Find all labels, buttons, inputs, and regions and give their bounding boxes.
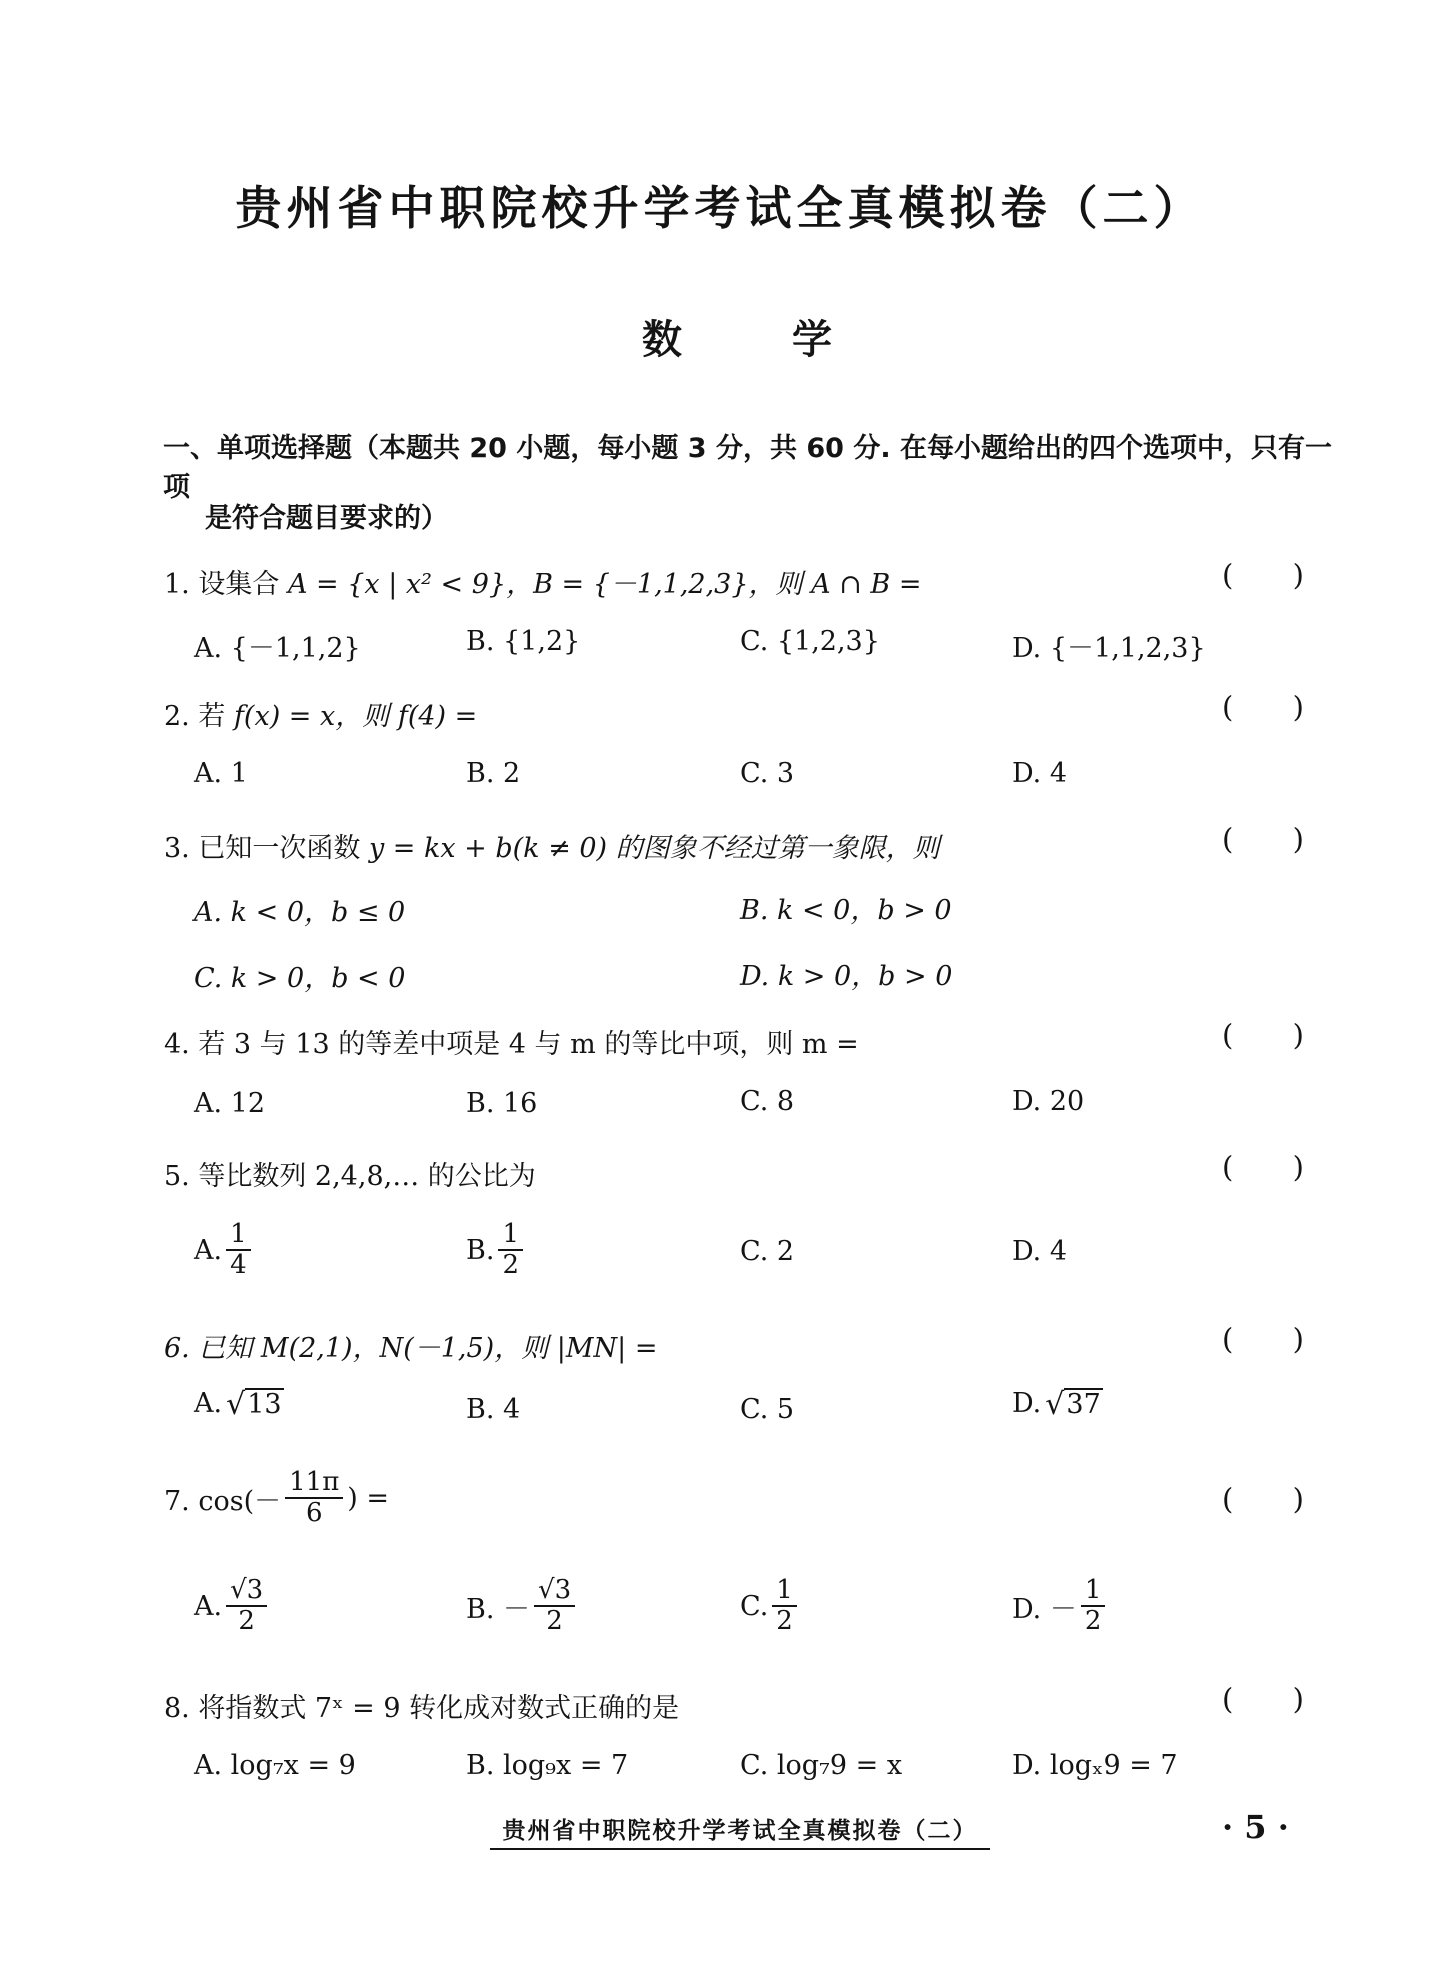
fraction <box>285 1468 343 1528</box>
fraction-numerator: 1 <box>226 1220 251 1251</box>
answer-blank-7[interactable] <box>1222 1482 1304 1516</box>
question-1-math: A = {x | x² < 9}，B = {－1,1,2,3}，则 A ∩ B = <box>287 569 922 600</box>
paren-close: ) <box>1292 1682 1304 1716</box>
fraction <box>226 1576 267 1636</box>
paren-open: ( <box>1222 1682 1234 1716</box>
option-label: B. － <box>466 1593 531 1625</box>
question-7-prefix: 7. cos(－ <box>164 1485 282 1517</box>
question-4-stem: 4. 若 3 与 13 的等差中项是 4 与 m 的等比中项，则 m = <box>164 1029 859 1060</box>
question-4-option-c: C. 8 <box>740 1086 795 1117</box>
paren-open: ( <box>1222 1322 1234 1356</box>
answer-blank-1[interactable] <box>1222 558 1304 592</box>
paren-close: ) <box>1292 558 1304 592</box>
question-4-option-d: D. 20 <box>1012 1086 1085 1117</box>
fraction-denominator: 2 <box>776 1606 793 1637</box>
paren-close: ) <box>1292 1150 1304 1184</box>
option-label: A. <box>194 1388 223 1420</box>
radicand: 13 <box>247 1389 282 1420</box>
section-heading-line2: 是符合题目要求的） <box>205 503 448 534</box>
question-1-option-d: D. {－1,1,2,3} <box>1012 633 1206 664</box>
paren-close: ) <box>1292 690 1304 724</box>
question-3-option-d: D. k > 0，b > 0 <box>740 961 953 992</box>
fraction-denominator: 2 <box>1084 1606 1102 1637</box>
question-7-option-a <box>194 1576 271 1636</box>
question-8-option-a: A. log₇x = 9 <box>194 1750 356 1781</box>
question-7-option-b <box>466 1576 579 1636</box>
fraction-numerator: 1 <box>498 1220 523 1251</box>
radical-sign-icon: √ <box>1045 1386 1065 1422</box>
question-8-option-c: C. log₇9 = x <box>740 1750 903 1781</box>
option-label: C. <box>740 1590 769 1622</box>
question-1-prefix: 1. 设集合 <box>164 569 280 600</box>
question-2-math: f(x) = x，则 f(4) = <box>233 701 478 732</box>
square-root <box>1045 1388 1102 1420</box>
question-7-option-c <box>740 1576 801 1636</box>
question-1-option-a: A. {－1,1,2} <box>194 633 361 664</box>
fraction <box>772 1576 797 1636</box>
footer-underline <box>490 1848 990 1850</box>
fraction-numerator: √3 <box>534 1576 575 1607</box>
question-6-option-d <box>1012 1388 1103 1420</box>
question-3-option-c: C. k > 0，b < 0 <box>194 963 406 994</box>
paren-open: ( <box>1222 1018 1234 1052</box>
question-3-prefix: 3. 已知一次函数 <box>164 833 361 864</box>
radicand: 3 <box>246 1575 264 1605</box>
question-3-stem <box>164 826 940 865</box>
fraction-numerator: 1 <box>1081 1576 1106 1607</box>
question-2-option-c: C. 3 <box>740 758 795 789</box>
option-label: A. <box>194 1234 223 1266</box>
exam-title: 贵州省中职院校升学考试全真模拟卷（二） <box>235 181 1205 235</box>
question-5-option-d: D. 4 <box>1012 1236 1068 1267</box>
fraction-denominator: 2 <box>238 1606 255 1637</box>
radical-sign-icon: √ <box>226 1386 246 1422</box>
square-root <box>226 1388 283 1420</box>
question-2-stem <box>164 694 477 733</box>
question-4-option-b: B. 16 <box>466 1088 538 1119</box>
fraction-denominator: 4 <box>230 1250 247 1281</box>
answer-blank-4[interactable] <box>1222 1018 1304 1052</box>
question-3-math: y = kx + b(k ≠ 0) 的图象不经过第一象限，则 <box>368 833 940 864</box>
question-1-stem <box>164 562 921 601</box>
fraction-denominator: 2 <box>546 1606 563 1637</box>
subject-char-1: 数 <box>642 316 682 363</box>
fraction-denominator: 2 <box>502 1250 519 1281</box>
fraction <box>1081 1576 1106 1636</box>
footer-title: 贵州省中职院校升学考试全真模拟卷（二） <box>502 1817 978 1844</box>
question-3-option-b: B. k < 0，b > 0 <box>740 895 952 926</box>
question-7-stem <box>164 1468 389 1528</box>
question-5-option-c: C. 2 <box>740 1236 795 1267</box>
question-5-option-b <box>466 1220 527 1280</box>
paren-close: ) <box>1292 1018 1304 1052</box>
paren-open: ( <box>1222 822 1234 856</box>
fraction-numerator: 11π <box>285 1468 343 1499</box>
page-number: · 5 · <box>1222 1808 1289 1846</box>
fraction <box>498 1220 523 1280</box>
paren-open: ( <box>1222 1482 1234 1516</box>
question-5-stem: 5. 等比数列 2,4,8,… 的公比为 <box>164 1161 536 1192</box>
option-label: A. <box>194 1590 223 1622</box>
answer-blank-5[interactable] <box>1222 1150 1304 1184</box>
section-heading-line1: 一、单项选择题（本题共 20 小题，每小题 3 分，共 60 分. 在每小题给出的四个选项中，只有一项 <box>163 433 1332 503</box>
subject-char-2: 学 <box>792 316 832 363</box>
question-7-option-d <box>1012 1576 1109 1636</box>
fraction-numerator: 1 <box>772 1576 797 1607</box>
question-2-prefix: 2. 若 <box>164 701 226 732</box>
answer-blank-8[interactable] <box>1222 1682 1304 1716</box>
question-8-option-b: B. log₉x = 7 <box>466 1750 629 1781</box>
paren-close: ) <box>1292 1322 1304 1356</box>
question-7-suffix: ) = <box>347 1482 390 1514</box>
fraction-numerator: √3 <box>226 1576 267 1607</box>
question-6-option-a <box>194 1388 284 1420</box>
fraction-denominator: 6 <box>305 1498 323 1529</box>
question-3-option-a: A. k < 0，b ≤ 0 <box>194 897 406 928</box>
option-label: D. － <box>1012 1593 1077 1625</box>
question-6-stem: 6. 已知 M(2,1)，N(－1,5)，则 |MN| = <box>164 1333 658 1364</box>
fraction <box>534 1576 575 1636</box>
fraction <box>226 1220 251 1280</box>
radicand: 37 <box>1066 1389 1101 1420</box>
question-6-option-c: C. 5 <box>740 1394 795 1425</box>
paren-open: ( <box>1222 1150 1234 1184</box>
question-5-option-a <box>194 1220 255 1280</box>
paren-open: ( <box>1222 558 1234 592</box>
paren-close: ) <box>1292 1482 1304 1516</box>
question-1-option-c: C. {1,2,3} <box>740 626 880 657</box>
answer-blank-2[interactable] <box>1222 690 1304 724</box>
question-2-option-d: D. 4 <box>1012 758 1068 789</box>
question-1-option-b: B. {1,2} <box>466 626 581 657</box>
option-label: D. <box>1012 1388 1042 1420</box>
answer-blank-3[interactable] <box>1222 822 1304 856</box>
question-8-stem: 8. 将指数式 7ˣ = 9 转化成对数式正确的是 <box>164 1693 680 1724</box>
question-8-option-d: D. logₓ9 = 7 <box>1012 1750 1178 1781</box>
paren-close: ) <box>1292 822 1304 856</box>
question-6-option-b: B. 4 <box>466 1394 521 1425</box>
option-label: B. <box>466 1234 495 1266</box>
question-2-option-a: A. 1 <box>194 758 248 789</box>
paren-open: ( <box>1222 690 1234 724</box>
question-2-option-b: B. 2 <box>466 758 521 789</box>
question-4-option-a: A. 12 <box>194 1088 266 1119</box>
answer-blank-6[interactable] <box>1222 1322 1304 1356</box>
radicand: 3 <box>554 1575 572 1605</box>
